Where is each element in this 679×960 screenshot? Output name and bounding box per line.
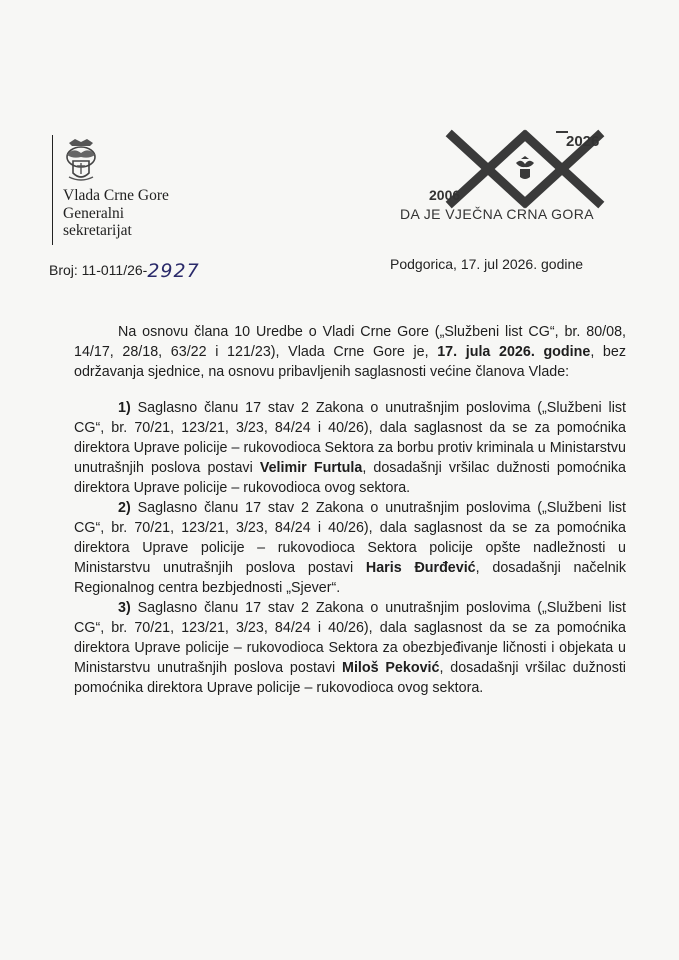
item-text-before: Saglasno članu 17 stav 2 Zakona o unutrašnjim poslovima („Službeni list CG“, br. 70/21, 123/21, 3/23, 84/24 i 40/26), dala saglasnost da se za pomoćnika direktora Uprave policije – rukovodioca Sektora za obezbjeđivanje ličnosti i objekata u Ministarstvu unutrašnjih poslova postavi [74, 600, 626, 676]
reference-label: Broj: 11-011/26- [49, 262, 148, 278]
decision-item-2 [74, 498, 626, 598]
item-text-before: Saglasno članu 17 stav 2 Zakona o unutrašnjim poslovima („Službeni list CG“, br. 70/21, 123/21, 3/23, 84/24 i 40/26), dala saglasnost da se za pomoćnika direktora Uprave policije – rukovodioca Sektora za borbu protiv kriminala u Ministarstvu unutrašnjih poslova postavi [74, 400, 626, 476]
logo-year-right: 2026 [566, 133, 600, 150]
decision-item-3 [74, 598, 626, 698]
item-number: 1) [118, 400, 131, 416]
intro-text-2: , bez održavanja sjednice, na osnovu pribavljenih saglasnosti većine članova Vlade: [74, 344, 626, 380]
reference-number [49, 258, 200, 280]
item-text-before: Saglasno članu 17 stav 2 Zakona o unutrašnjim poslovima („Službeni list CG“, br. 70/21, 123/21, 3/23, 84/24 i 40/26), dala saglasnost da se za pomoćnika direktora Uprave policije – rukovodioca Sektora policije opšte nadležnosti u Ministarstvu unutrašnjih poslova postavi [74, 500, 626, 576]
organization-block [52, 135, 169, 245]
org-line-2: Generalni [63, 204, 125, 222]
place-date: Podgorica, 17. jul 2026. godine [390, 256, 584, 272]
logo-slogan: DA JE VJEČNA CRNA GORA [400, 206, 594, 222]
item-number: 2) [118, 500, 131, 516]
document-body [74, 322, 626, 698]
org-line-1: Vlada Crne Gore [63, 187, 169, 204]
item-text-after: , dosadašnji načelnik Regionalnog centra bezbjednosti „Sjever“. [74, 560, 626, 596]
item-text-after: , dosadašnji vršilac dužnosti pomoćnika direktora Uprave policije – rukovodioca ovog sektora. [74, 460, 626, 496]
intro-text-1: Na osnovu člana 10 Uredbe o Vladi Crne Gore („Službeni list CG“, br. 80/08, 14/17, 28/18, 63/22 i 121/23), Vlada Crne Gore je, [74, 324, 626, 360]
appointee-name: Miloš Peković [342, 660, 440, 676]
handwritten-number: 2927 [147, 260, 200, 282]
intro-date: 17. jula 2026. godine [437, 344, 591, 360]
item-number: 3) [118, 600, 131, 616]
logo-year-left: 2006 [429, 187, 461, 203]
intro-paragraph [74, 322, 626, 382]
appointee-name: Haris Đurđević [365, 560, 476, 576]
org-line-3: sekretarijat [63, 222, 132, 239]
appointee-name: Velimir Furtula [259, 460, 363, 476]
item-text-after: , dosadašnji vršilac dužnosti pomoćnika direktora Uprave policije – rukovodioca ovog sektora. [74, 660, 626, 696]
coat-of-arms-icon [63, 137, 99, 183]
organization-name [63, 187, 223, 240]
decision-item-1 [74, 398, 626, 498]
